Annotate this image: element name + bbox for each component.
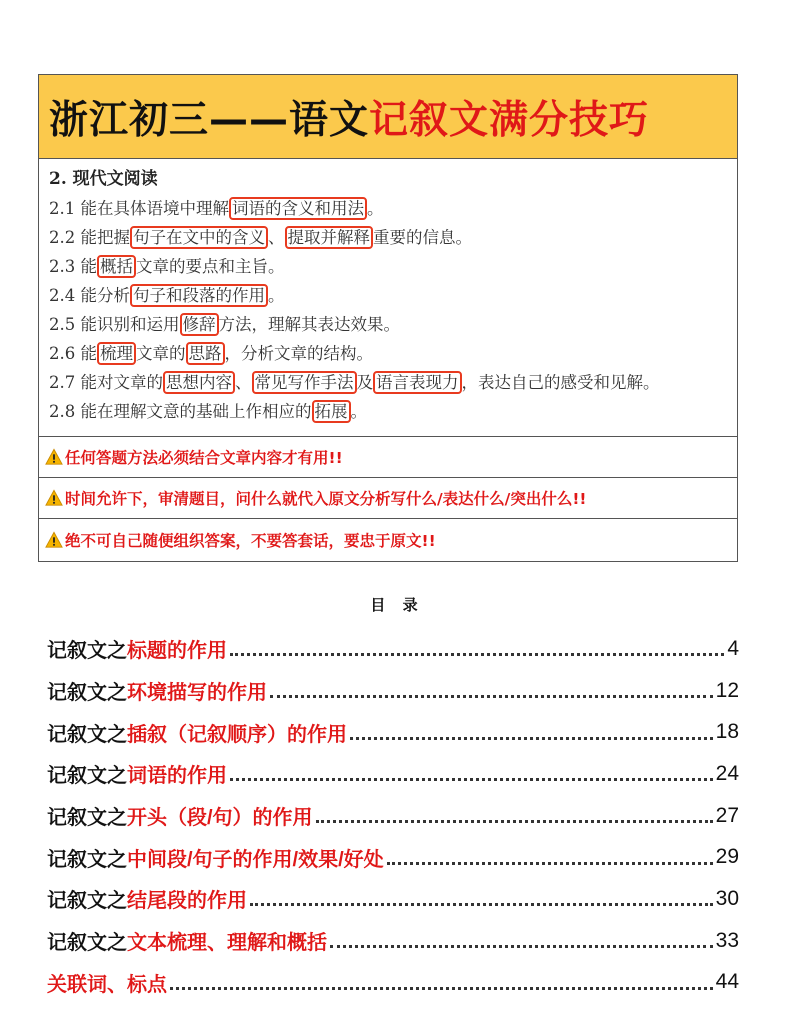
toc-entry-prefix: 记叙文之 bbox=[47, 890, 127, 913]
warning-note bbox=[39, 519, 737, 560]
toc-entry-topic: 中间段/句子的作用/效果/好处 bbox=[127, 848, 384, 871]
dot-leader bbox=[387, 842, 713, 865]
warning-note bbox=[39, 478, 737, 519]
highlighted-phrase: 概括 bbox=[97, 255, 136, 278]
standard-text: 及 bbox=[356, 373, 373, 392]
standard-text: 。 bbox=[268, 286, 285, 305]
banner-title-red: 记叙文满分技巧 bbox=[369, 97, 650, 143]
warning-text: 绝不可自己随便组织答案，不要答套话，要忠于原文!! bbox=[65, 531, 436, 550]
standard-item bbox=[49, 339, 737, 368]
highlighted-phrase: 梳理 bbox=[97, 342, 136, 365]
standard-item bbox=[49, 310, 737, 339]
toc-entry-topic: 关联词、标点 bbox=[47, 973, 167, 996]
curriculum-standards bbox=[39, 159, 737, 437]
toc-page-number: 18 bbox=[715, 720, 739, 744]
highlighted-phrase: 常见写作手法 bbox=[252, 371, 357, 394]
title-banner bbox=[39, 75, 737, 159]
standard-text: 、 bbox=[235, 373, 252, 392]
toc-entry-prefix: 记叙文之 bbox=[47, 807, 127, 830]
standard-text: 2.2 能把握 bbox=[49, 228, 130, 247]
toc-page-number: 24 bbox=[715, 761, 739, 785]
banner-title-black: 浙江初三——语文 bbox=[49, 97, 370, 143]
highlighted-phrase: 词语的含义和用法 bbox=[229, 197, 367, 220]
standard-text: 2.6 能 bbox=[49, 344, 97, 363]
standard-item bbox=[49, 397, 737, 426]
toc-entry-topic: 标题的作用 bbox=[127, 640, 227, 663]
standard-text: 2.4 能分析 bbox=[49, 286, 130, 305]
warning-text: 时间允许下，审清题目，问什么就代入原文分析写什么/表达什么/突出什么!! bbox=[65, 490, 587, 508]
toc-entry[interactable] bbox=[47, 920, 739, 962]
toc-page-number: 29 bbox=[715, 845, 739, 869]
highlighted-phrase: 语言表现力 bbox=[373, 371, 462, 394]
table-of-contents bbox=[47, 628, 739, 1003]
warning-note bbox=[39, 437, 737, 478]
toc-entry[interactable] bbox=[47, 962, 739, 1004]
warning-text: 任何答题方法必须结合文章内容才有用!! bbox=[65, 449, 343, 467]
standard-text: 重要的信息。 bbox=[373, 228, 472, 247]
toc-page-number: 4 bbox=[727, 636, 739, 660]
toc-page-number: 44 bbox=[715, 970, 739, 994]
warnings-list bbox=[39, 437, 737, 560]
standards-heading: 2. 现代文阅读 bbox=[49, 169, 158, 189]
standard-text: 2.5 能识别和运用 bbox=[49, 315, 180, 334]
toc-entry-topic: 词语的作用 bbox=[127, 765, 227, 788]
dot-leader bbox=[270, 675, 713, 698]
toc-entry-prefix: 记叙文之 bbox=[47, 932, 127, 955]
warning-triangle-icon bbox=[45, 489, 63, 507]
toc-entry[interactable] bbox=[47, 711, 739, 753]
standard-text: 。 bbox=[350, 402, 367, 421]
highlighted-phrase: 思想内容 bbox=[163, 371, 235, 394]
toc-entry-topic: 文本梳理、理解和概括 bbox=[127, 932, 327, 955]
dot-leader bbox=[316, 800, 713, 823]
toc-entry[interactable] bbox=[47, 628, 739, 670]
toc-entry[interactable] bbox=[47, 795, 739, 837]
standard-text: 。 bbox=[367, 199, 384, 218]
standard-text: 2.3 能 bbox=[49, 257, 97, 276]
highlighted-phrase: 思路 bbox=[186, 342, 225, 365]
toc-page-number: 12 bbox=[715, 678, 739, 702]
standard-item bbox=[49, 252, 737, 281]
toc-entry-topic: 插叙（记叙顺序）的作用 bbox=[127, 723, 347, 746]
dot-leader bbox=[330, 925, 713, 948]
warning-triangle-icon bbox=[45, 531, 63, 549]
toc-entry[interactable] bbox=[47, 753, 739, 795]
standard-text: ，分析文章的结构。 bbox=[224, 344, 373, 363]
standard-item bbox=[49, 368, 737, 397]
standard-item bbox=[49, 194, 737, 223]
toc-entry-prefix: 记叙文之 bbox=[47, 682, 127, 705]
standards-card bbox=[38, 74, 738, 562]
toc-entry[interactable] bbox=[47, 878, 739, 920]
dot-leader bbox=[350, 717, 713, 740]
toc-page-number: 30 bbox=[715, 886, 739, 910]
dot-leader bbox=[170, 967, 713, 990]
highlighted-phrase: 拓展 bbox=[312, 400, 351, 423]
standard-text: 文章的 bbox=[136, 344, 186, 363]
toc-entry-topic: 环境描写的作用 bbox=[127, 682, 267, 705]
standard-text: 、 bbox=[268, 228, 285, 247]
toc-title: 目 录 bbox=[370, 596, 424, 614]
highlighted-phrase: 提取并解释 bbox=[285, 226, 374, 249]
toc-page-number: 27 bbox=[715, 803, 739, 827]
highlighted-phrase: 句子和段落的作用 bbox=[130, 284, 268, 307]
standard-text: 2.7 能对文章的 bbox=[49, 373, 163, 392]
standard-item bbox=[49, 223, 737, 252]
standard-text: 文章的要点和主旨。 bbox=[136, 257, 285, 276]
standard-text: 2.1 能在具体语境中理解 bbox=[49, 199, 229, 218]
toc-entry-prefix: 记叙文之 bbox=[47, 640, 127, 663]
toc-entry-topic: 开头（段/句）的作用 bbox=[127, 807, 313, 830]
dot-leader bbox=[230, 758, 713, 781]
toc-entry-topic: 结尾段的作用 bbox=[127, 890, 247, 913]
toc-entry[interactable] bbox=[47, 670, 739, 712]
toc-page-number: 33 bbox=[715, 928, 739, 952]
highlighted-phrase: 修辞 bbox=[180, 313, 219, 336]
dot-leader bbox=[250, 883, 713, 906]
toc-entry-prefix: 记叙文之 bbox=[47, 848, 127, 871]
standard-text: 2.8 能在理解文意的基础上作相应的 bbox=[49, 402, 312, 421]
standard-text: ，表达自己的感受和见解。 bbox=[461, 373, 660, 392]
warning-triangle-icon bbox=[45, 448, 63, 466]
toc-entry-prefix: 记叙文之 bbox=[47, 723, 127, 746]
toc-entry-prefix: 记叙文之 bbox=[47, 765, 127, 788]
standards-list bbox=[49, 194, 737, 426]
dot-leader bbox=[230, 633, 724, 656]
highlighted-phrase: 句子在文中的含义 bbox=[130, 226, 268, 249]
standard-item bbox=[49, 281, 737, 310]
standard-text: 方法，理解其表达效果。 bbox=[218, 315, 400, 334]
toc-entry[interactable] bbox=[47, 836, 739, 878]
